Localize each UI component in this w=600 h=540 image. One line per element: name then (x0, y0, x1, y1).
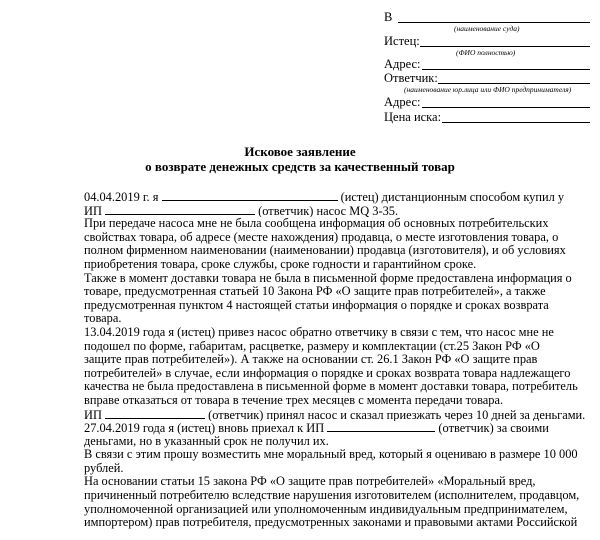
return-visit-text: 27.04.2019 года я (истец) вновь приехал к ИП (84, 421, 325, 435)
body-line: потребителей» в случае, если информация о порядке и сроках возврата товара надлежащего (84, 366, 571, 380)
pump-text: (ответчик) насос MQ 3-35. (258, 203, 399, 218)
address1-label: Адрес: (384, 57, 421, 71)
body-line: В связи с этим прошу возместить мне моральный вред, который я оцениваю в размере 10 000 (84, 448, 578, 462)
address2-label: Адрес: (384, 95, 421, 109)
defendant-blank (105, 408, 205, 419)
body-line: 13.04.2019 года я (истец) привез насос обратно ответчику в связи с тем, что насос мне не (84, 325, 554, 339)
defendant-note: (наименование юр.лица или ФИО предпринимателя) (404, 85, 572, 94)
ip-text: ИП (84, 407, 102, 422)
body-line: предусмотренная пунктом 4 настоящей статьи информация о порядке и сроках возврата (84, 298, 549, 312)
plaintiff-blank (162, 190, 338, 201)
body-line (84, 190, 590, 204)
body-line: импортером) прав потребителя, предусмотренных законами и правовыми актами Российской (84, 516, 578, 530)
body-line: На основании статьи 15 закона РФ «О защите прав потребителей» «Моральный вред, (84, 475, 536, 489)
plaintiff-label: Истец: (384, 34, 420, 48)
body-line (84, 408, 590, 422)
ip-text: ИП (84, 203, 102, 218)
court-note: (наименование суда) (454, 24, 520, 33)
plaintiff-line (420, 46, 590, 47)
address1-line (422, 69, 590, 70)
address2-line (422, 107, 590, 108)
for-money-text: (ответчик) за своими (438, 421, 549, 435)
body-line: деньгами, но в указанный срок не получил их. (84, 434, 329, 448)
body-line: При передаче насоса мне не была сообщена информация об основных потребительских (84, 217, 549, 231)
purchase-text: (истец) дистанционным способом купил у (340, 190, 565, 204)
body-line (84, 421, 590, 435)
document-body (84, 190, 590, 530)
body-line: Также в момент доставки товара не была в письменной форме предоставлена информация о (84, 271, 572, 285)
accepted-text: (ответчик) принял насос и сказал приезжать через 10 дней за деньгами. (208, 407, 586, 422)
body-line: свойствах товара, об адресе (месте нахождения) продавца, о месте изготовления товара, о (84, 230, 559, 244)
body-line: товаре, предусмотренная статьей 10 Закона РФ «О защите прав потребителей», а также (84, 285, 546, 299)
body-line: подошел по форме, габаритам, расцветке, размеру и комплектации (ст.25 Закон РФ «О (84, 339, 540, 353)
body-line: защите прав потребителей»). А также на основании ст. 26.1 Закон РФ «О защите прав (84, 353, 538, 367)
court-label: В (384, 10, 393, 24)
body-line: товара. (84, 312, 122, 326)
purchase-date-text: 04.04.2019 г. я (84, 190, 159, 204)
document-title: Исковое заявление (244, 144, 356, 159)
court-line (398, 22, 590, 23)
body-line: уполномоченной организацией или уполномоченным индивидуальным предпринимателем, (84, 502, 568, 516)
body-line: приобретения товара, сроке службы, сроке годности и гарантийном сроке. (84, 257, 477, 271)
body-line: рублей. (84, 461, 124, 475)
body-line (84, 204, 590, 218)
body-line: причиненный потребителю вследствие нарушения изготовителем (исполнителем, продавцом, (84, 489, 580, 503)
defendant-blank (327, 421, 435, 432)
body-line: полном фирменном наименовании (наименовании) продавца (изготовителя), и об условиях (84, 244, 566, 258)
defendant-line (438, 83, 590, 84)
price-label: Цена иска: (384, 110, 442, 124)
price-line (442, 122, 590, 123)
document-subtitle: о возврате денежных средств за качественный товар (145, 159, 455, 174)
body-line: вправе отказаться от товара в течение трех месяцев с момента передачи товара. (84, 393, 504, 407)
defendant-label: Ответчик: (384, 71, 438, 85)
defendant-blank (105, 204, 255, 215)
plaintiff-note: (ФИО полностью) (456, 48, 516, 57)
body-line: качества не была предоставлена в письменной форме в момент доставки товара, потребитель (84, 380, 578, 394)
